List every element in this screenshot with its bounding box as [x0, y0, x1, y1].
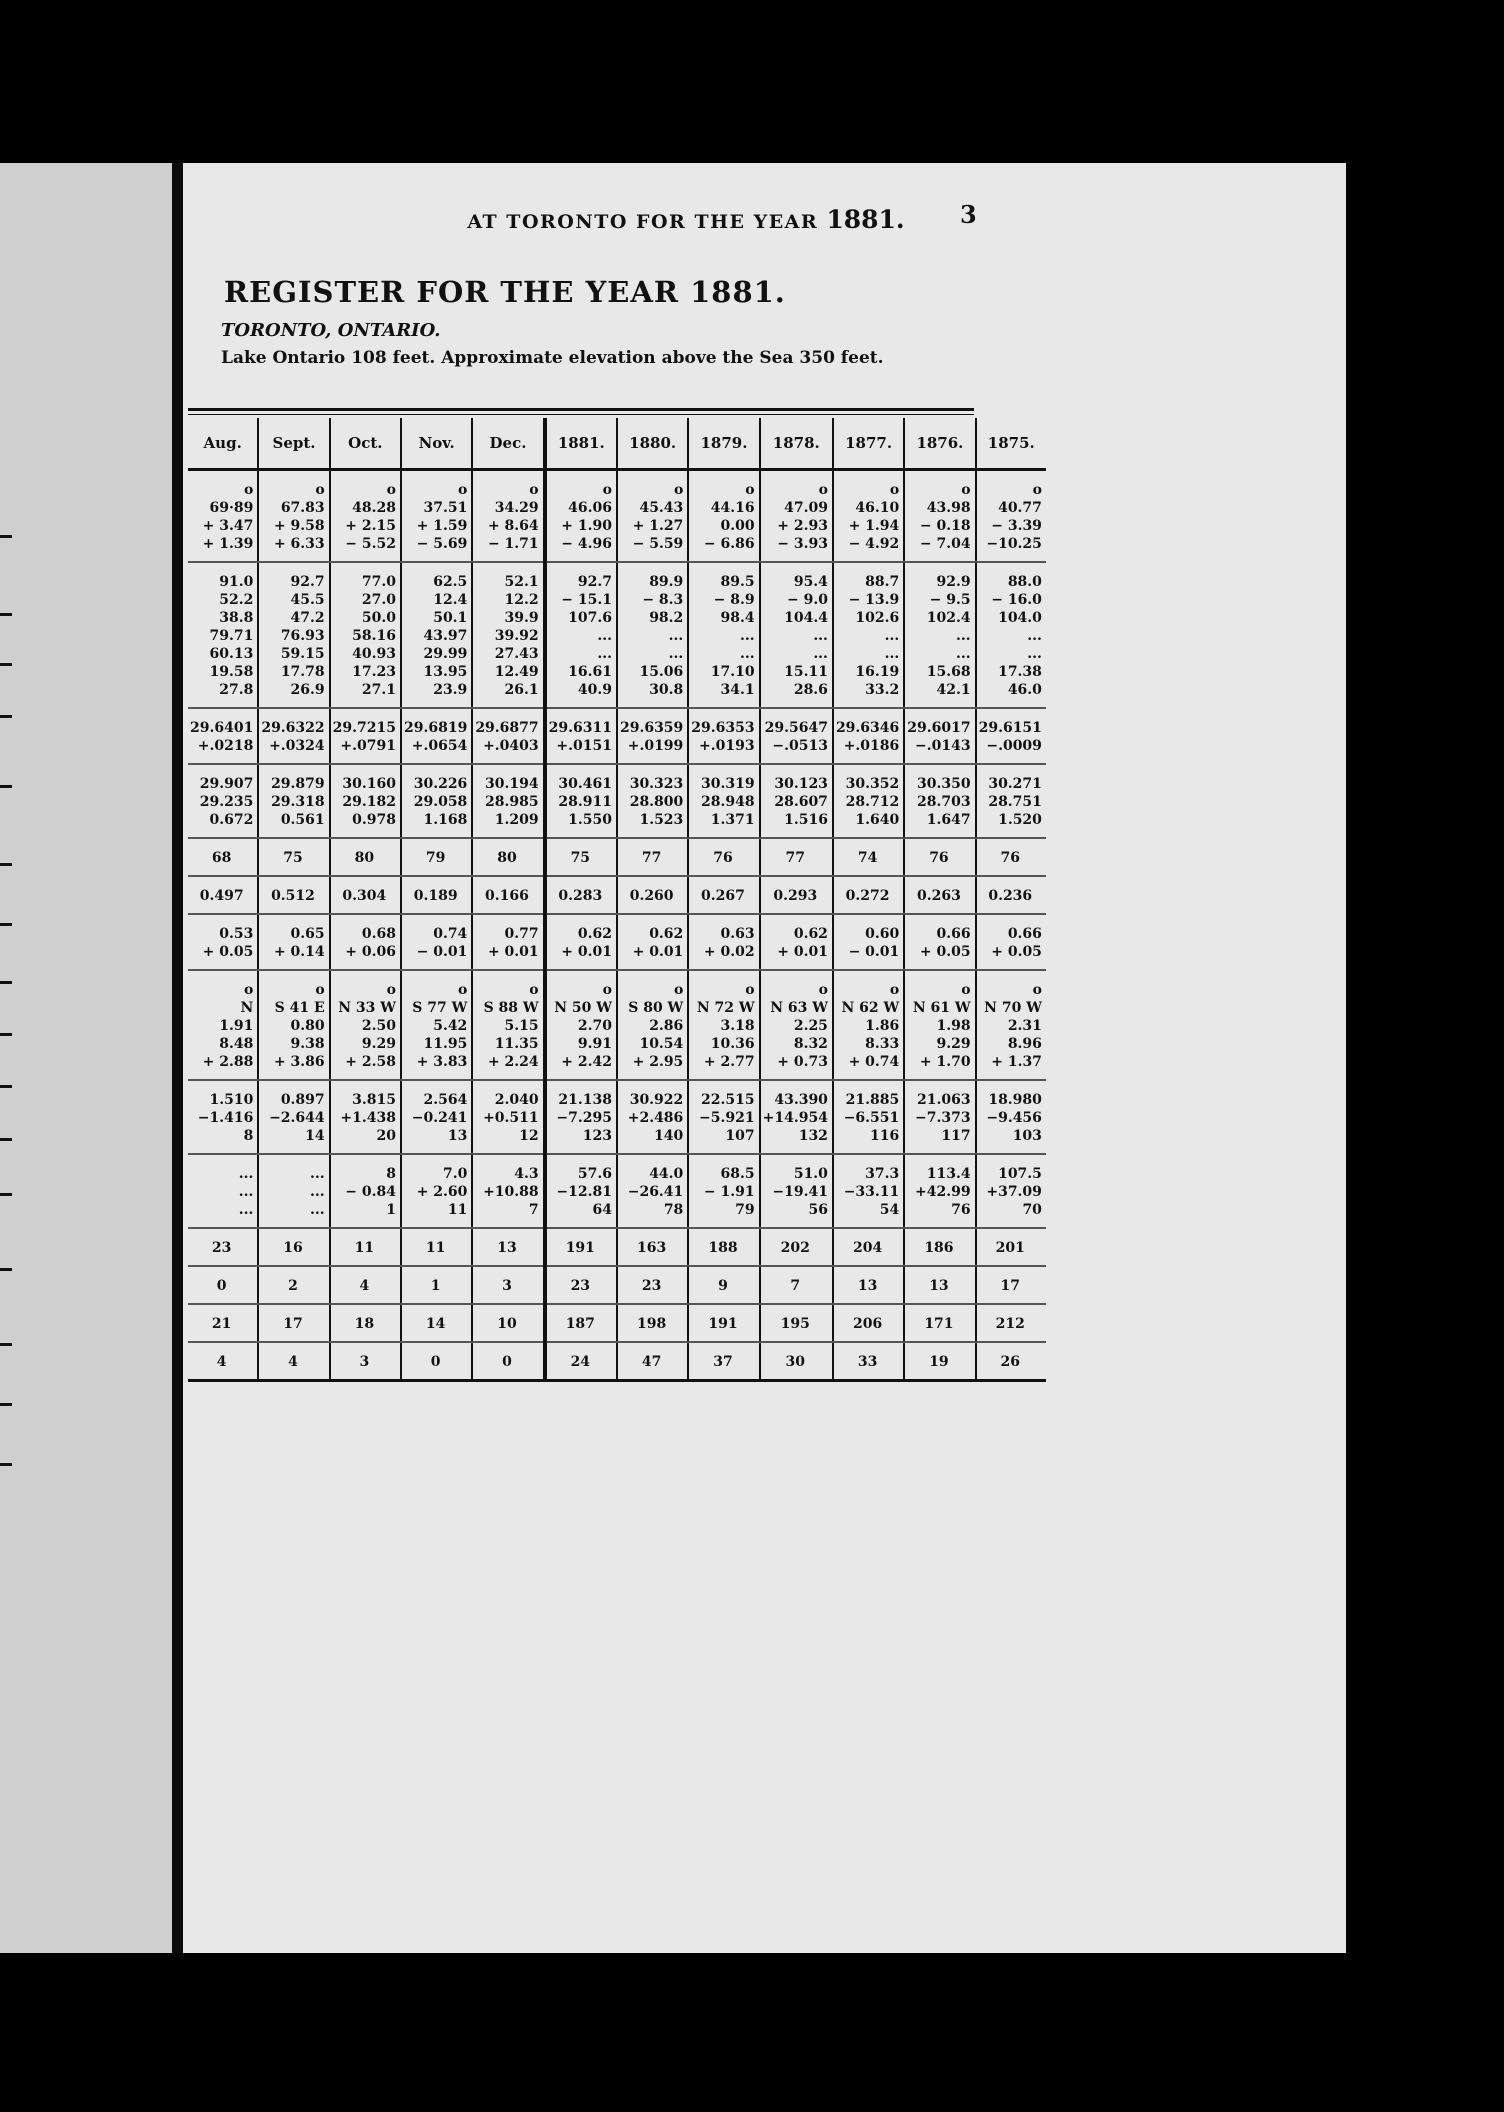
- table-cell: 17: [258, 1304, 329, 1342]
- table-cell: 75: [258, 838, 329, 876]
- table-cell: 19: [904, 1342, 975, 1381]
- table-cell: 30.922 +2.486 140: [617, 1080, 688, 1154]
- table-cell: 188: [688, 1228, 759, 1266]
- table-cell: 0.62 + 0.01: [545, 914, 617, 970]
- table-cell: 95.4 − 9.0 104.4 ... ... 15.11 28.6: [760, 562, 833, 708]
- table-cell: 0.66 + 0.05: [904, 914, 975, 970]
- table-cell: 201: [976, 1228, 1046, 1266]
- column-header: Oct.: [330, 418, 401, 470]
- column-header: 1878.: [760, 418, 833, 470]
- table-cell: 52.1 12.2 39.9 39.92 27.43 12.49 26.1: [472, 562, 544, 708]
- table-row: [188, 470, 1046, 563]
- table-cell: 30.350 28.703 1.647: [904, 764, 975, 838]
- table-row: [188, 914, 1046, 970]
- column-header: Nov.: [401, 418, 472, 470]
- column-header: 1880.: [617, 418, 688, 470]
- table-cell: 187: [545, 1304, 617, 1342]
- facing-page-edge: [0, 163, 172, 1953]
- table-cell: o 45.43 + 1.27 − 5.59: [617, 470, 688, 563]
- column-header: Dec.: [472, 418, 544, 470]
- table-cell: 62.5 12.4 50.1 43.97 29.99 13.95 23.9: [401, 562, 472, 708]
- table-cell: 21.885 −6.551 116: [833, 1080, 904, 1154]
- table-cell: 29.6017 −.0143: [904, 708, 975, 764]
- table-cell: 29.907 29.235 0.672: [188, 764, 258, 838]
- table-row: [188, 1304, 1046, 1342]
- column-header: 1875.: [976, 418, 1046, 470]
- table-cell: 0.497: [188, 876, 258, 914]
- table-cell: 18.980 −9.456 103: [976, 1080, 1046, 1154]
- table-cell: 0.267: [688, 876, 759, 914]
- column-header: 1876.: [904, 418, 975, 470]
- table-cell: 80: [330, 838, 401, 876]
- table-cell: 0.512: [258, 876, 329, 914]
- table-cell: o 67.83 + 9.58 + 6.33: [258, 470, 329, 563]
- table-cell: 0.189: [401, 876, 472, 914]
- table-cell: 30.123 28.607 1.516: [760, 764, 833, 838]
- table-cell: 29.5647 −.0513: [760, 708, 833, 764]
- table-cell: 0.293: [760, 876, 833, 914]
- table-cell: 92.9 − 9.5 102.4 ... ... 15.68 42.1: [904, 562, 975, 708]
- page-title: REGISTER FOR THE YEAR 1881.: [224, 275, 786, 309]
- table-cell: 18: [330, 1304, 401, 1342]
- table-cell: 7.0 + 2.60 11: [401, 1154, 472, 1228]
- table-cell: 1.510 −1.416 8: [188, 1080, 258, 1154]
- table-cell: 198: [617, 1304, 688, 1342]
- table-row: [188, 708, 1046, 764]
- table-cell: 0: [472, 1342, 544, 1381]
- table-cell: 29.6401 +.0218: [188, 708, 258, 764]
- table-cell: 92.7 − 15.1 107.6 ... ... 16.61 40.9: [545, 562, 617, 708]
- table-cell: 17: [976, 1266, 1046, 1304]
- table-cell: 0: [401, 1342, 472, 1381]
- location-subtitle: TORONTO, ONTARIO.: [221, 320, 441, 341]
- table-cell: 79: [401, 838, 472, 876]
- table-cell: 0.236: [976, 876, 1046, 914]
- table-cell: 76: [904, 838, 975, 876]
- table-cell: 29.879 29.318 0.561: [258, 764, 329, 838]
- table-cell: o 37.51 + 1.59 − 5.69: [401, 470, 472, 563]
- table-cell: 0: [188, 1266, 258, 1304]
- table-cell: 0.272: [833, 876, 904, 914]
- table-cell: 13: [833, 1266, 904, 1304]
- table-cell: o 46.10 + 1.94 − 4.92: [833, 470, 904, 563]
- table-row: [188, 764, 1046, 838]
- table-cell: 191: [545, 1228, 617, 1266]
- table-cell: 107.5 +37.09 70: [976, 1154, 1046, 1228]
- table-cell: 9: [688, 1266, 759, 1304]
- table-cell: 0.65 + 0.14: [258, 914, 329, 970]
- table-cell: 2.564 −0.241 13: [401, 1080, 472, 1154]
- table-cell: 26: [976, 1342, 1046, 1381]
- table-cell: 0.304: [330, 876, 401, 914]
- table-cell: 80: [472, 838, 544, 876]
- table-cell: 0.60 − 0.01: [833, 914, 904, 970]
- table-row: [188, 1266, 1046, 1304]
- table-cell: 21.063 −7.373 117: [904, 1080, 975, 1154]
- table-cell: 29.6877 +.0403: [472, 708, 544, 764]
- table-cell: 29.6311 +.0151: [545, 708, 617, 764]
- running-head: [376, 205, 996, 234]
- table-cell: 0.68 + 0.06: [330, 914, 401, 970]
- table-cell: 44.0 −26.41 78: [617, 1154, 688, 1228]
- table-cell: 89.9 − 8.3 98.2 ... ... 15.06 30.8: [617, 562, 688, 708]
- table-cell: 16: [258, 1228, 329, 1266]
- table-cell: 30.160 29.182 0.978: [330, 764, 401, 838]
- table-cell: o S 80 W 2.86 10.54 + 2.95: [617, 970, 688, 1080]
- table-cell: o N 72 W 3.18 10.36 + 2.77: [688, 970, 759, 1080]
- table-cell: 3: [472, 1266, 544, 1304]
- table-cell: 22.515 −5.921 107: [688, 1080, 759, 1154]
- table-cell: 74: [833, 838, 904, 876]
- table-cell: o 43.98 − 0.18 − 7.04: [904, 470, 975, 563]
- table-cell: o 69·89 + 3.47 + 1.39: [188, 470, 258, 563]
- table-cell: 51.0 −19.41 56: [760, 1154, 833, 1228]
- table-cell: 77: [617, 838, 688, 876]
- table-cell: o 47.09 + 2.93 − 3.93: [760, 470, 833, 563]
- table-cell: 76: [688, 838, 759, 876]
- elevation-note: Lake Ontario 108 feet. Approximate elevation above the Sea 350 feet.: [221, 348, 884, 368]
- table-cell: 7: [760, 1266, 833, 1304]
- table-cell: 163: [617, 1228, 688, 1266]
- top-rule: [188, 408, 974, 411]
- table-cell: ... ... ...: [258, 1154, 329, 1228]
- column-header: 1881.: [545, 418, 617, 470]
- table-cell: o N 33 W 2.50 9.29 + 2.58: [330, 970, 401, 1080]
- table-cell: 2.040 +0.511 12: [472, 1080, 544, 1154]
- table-cell: 23: [617, 1266, 688, 1304]
- table-cell: 30.461 28.911 1.550: [545, 764, 617, 838]
- table-cell: 0.166: [472, 876, 544, 914]
- table-cell: 57.6 −12.81 64: [545, 1154, 617, 1228]
- table-cell: o N 61 W 1.98 9.29 + 1.70: [904, 970, 975, 1080]
- table-row: [188, 562, 1046, 708]
- table-row: [188, 1228, 1046, 1266]
- column-header: Sept.: [258, 418, 329, 470]
- table-cell: 171: [904, 1304, 975, 1342]
- table-cell: o 40.77 − 3.39 −10.25: [976, 470, 1046, 563]
- table-cell: 4: [188, 1342, 258, 1381]
- table-cell: 4.3 +10.88 7: [472, 1154, 544, 1228]
- table-cell: o S 41 E 0.80 9.38 + 3.86: [258, 970, 329, 1080]
- table-cell: 14: [401, 1304, 472, 1342]
- running-head-text: AT TORONTO FOR THE YEAR: [467, 211, 819, 233]
- table-cell: 1: [401, 1266, 472, 1304]
- table-cell: 13: [904, 1266, 975, 1304]
- table-cell: 77.0 27.0 50.0 58.16 40.93 17.23 27.1: [330, 562, 401, 708]
- table-cell: 206: [833, 1304, 904, 1342]
- table-cell: 76: [976, 838, 1046, 876]
- table-cell: 0.260: [617, 876, 688, 914]
- table-cell: 202: [760, 1228, 833, 1266]
- table-cell: 195: [760, 1304, 833, 1342]
- table-cell: 204: [833, 1228, 904, 1266]
- table-row: [188, 1154, 1046, 1228]
- table-cell: 21.138 −7.295 123: [545, 1080, 617, 1154]
- table-cell: 113.4 +42.99 76: [904, 1154, 975, 1228]
- table-cell: o 44.16 0.00 − 6.86: [688, 470, 759, 563]
- table-cell: 2: [258, 1266, 329, 1304]
- table-cell: 23: [188, 1228, 258, 1266]
- table-cell: 68.5 − 1.91 79: [688, 1154, 759, 1228]
- table-cell: 23: [545, 1266, 617, 1304]
- table-cell: 0.263: [904, 876, 975, 914]
- table-cell: 77: [760, 838, 833, 876]
- table-cell: 30.271 28.751 1.520: [976, 764, 1046, 838]
- table-cell: 37: [688, 1342, 759, 1381]
- table-cell: 10: [472, 1304, 544, 1342]
- table-cell: 0.62 + 0.01: [617, 914, 688, 970]
- column-header: 1879.: [688, 418, 759, 470]
- table-cell: 24: [545, 1342, 617, 1381]
- table-row: [188, 1080, 1046, 1154]
- table-cell: 89.5 − 8.9 98.4 ... ... 17.10 34.1: [688, 562, 759, 708]
- table-cell: 47: [617, 1342, 688, 1381]
- table-cell: 30: [760, 1342, 833, 1381]
- table-row: [188, 1342, 1046, 1381]
- table-cell: 0.283: [545, 876, 617, 914]
- table-cell: 29.7215 +.0791: [330, 708, 401, 764]
- table-cell: 8 − 0.84 1: [330, 1154, 401, 1228]
- table-cell: 92.7 45.5 47.2 76.93 59.15 17.78 26.9: [258, 562, 329, 708]
- table-cell: 37.3 −33.11 54: [833, 1154, 904, 1228]
- table-cell: 212: [976, 1304, 1046, 1342]
- table-cell: o 48.28 + 2.15 − 5.52: [330, 470, 401, 563]
- table-cell: 33: [833, 1342, 904, 1381]
- table-cell: o S 88 W 5.15 11.35 + 2.24: [472, 970, 544, 1080]
- table-cell: 75: [545, 838, 617, 876]
- running-head-year: 1881.: [826, 205, 905, 234]
- table-row: [188, 970, 1046, 1080]
- register-table: [188, 418, 1046, 1382]
- table-cell: 91.0 52.2 38.8 79.71 60.13 19.58 27.8: [188, 562, 258, 708]
- table-cell: o 46.06 + 1.90 − 4.96: [545, 470, 617, 563]
- table-cell: o N 62 W 1.86 8.33 + 0.74: [833, 970, 904, 1080]
- book-gutter: [172, 163, 183, 1953]
- table-cell: 186: [904, 1228, 975, 1266]
- table-cell: ... ... ...: [188, 1154, 258, 1228]
- table-cell: 11: [330, 1228, 401, 1266]
- table-cell: 0.897 −2.644 14: [258, 1080, 329, 1154]
- table-cell: 30.323 28.800 1.523: [617, 764, 688, 838]
- table-cell: 0.77 + 0.01: [472, 914, 544, 970]
- table-cell: 29.6346 +.0186: [833, 708, 904, 764]
- table-cell: 29.6819 +.0654: [401, 708, 472, 764]
- table-cell: 13: [472, 1228, 544, 1266]
- table-cell: 21: [188, 1304, 258, 1342]
- table-cell: 4: [330, 1266, 401, 1304]
- table-cell: 30.194 28.985 1.209: [472, 764, 544, 838]
- table-cell: 88.7 − 13.9 102.6 ... ... 16.19 33.2: [833, 562, 904, 708]
- table-cell: o N 63 W 2.25 8.32 + 0.73: [760, 970, 833, 1080]
- column-header: Aug.: [188, 418, 258, 470]
- table-cell: 29.6322 +.0324: [258, 708, 329, 764]
- column-header: 1877.: [833, 418, 904, 470]
- table-cell: 30.319 28.948 1.371: [688, 764, 759, 838]
- table-cell: 3.815 +1.438 20: [330, 1080, 401, 1154]
- table-cell: 0.62 + 0.01: [760, 914, 833, 970]
- table-cell: 0.63 + 0.02: [688, 914, 759, 970]
- page-number: 3: [960, 200, 977, 229]
- header-row: [188, 418, 1046, 470]
- table-cell: o N 1.91 8.48 + 2.88: [188, 970, 258, 1080]
- table-cell: o S 77 W 5.42 11.95 + 3.83: [401, 970, 472, 1080]
- table-cell: o N 50 W 2.70 9.91 + 2.42: [545, 970, 617, 1080]
- table-cell: 30.226 29.058 1.168: [401, 764, 472, 838]
- table-cell: 11: [401, 1228, 472, 1266]
- table-cell: 0.53 + 0.05: [188, 914, 258, 970]
- table-cell: 0.74 − 0.01: [401, 914, 472, 970]
- table-row: [188, 876, 1046, 914]
- table-cell: 191: [688, 1304, 759, 1342]
- table-cell: 29.6353 +.0193: [688, 708, 759, 764]
- table-cell: 3: [330, 1342, 401, 1381]
- top-rule-thin: [188, 414, 974, 415]
- table-cell: 30.352 28.712 1.640: [833, 764, 904, 838]
- table-cell: o 34.29 + 8.64 − 1.71: [472, 470, 544, 563]
- table-row: [188, 838, 1046, 876]
- table-cell: o N 70 W 2.31 8.96 + 1.37: [976, 970, 1046, 1080]
- table-cell: 29.6359 +.0199: [617, 708, 688, 764]
- table-cell: 0.66 + 0.05: [976, 914, 1046, 970]
- table-cell: 29.6151 −.0009: [976, 708, 1046, 764]
- table-cell: 4: [258, 1342, 329, 1381]
- table-cell: 88.0 − 16.0 104.0 ... ... 17.38 46.0: [976, 562, 1046, 708]
- table-cell: 43.390 +14.954 132: [760, 1080, 833, 1154]
- table-cell: 68: [188, 838, 258, 876]
